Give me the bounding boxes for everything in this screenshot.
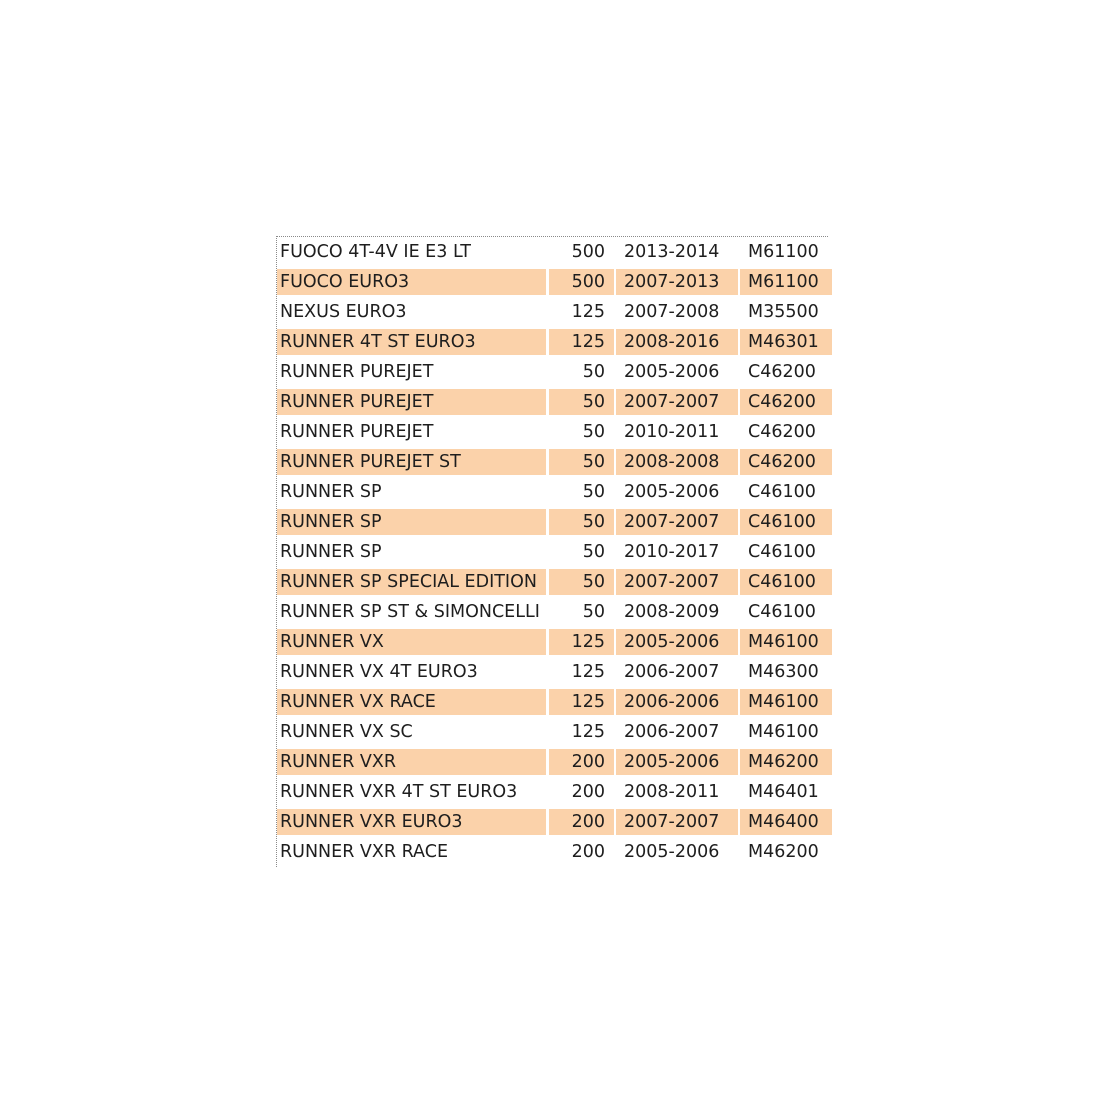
engine-code-cell: M46400 bbox=[740, 807, 832, 837]
displacement-cell: 50 bbox=[549, 417, 616, 447]
year-range-cell: 2008-2008 bbox=[616, 447, 740, 477]
model-name-cell: NEXUS EURO3 bbox=[277, 297, 549, 327]
year-range-cell: 2013-2014 bbox=[616, 237, 740, 267]
year-range-cell: 2005-2006 bbox=[616, 747, 740, 777]
table-row bbox=[277, 657, 832, 687]
model-name-cell: RUNNER PUREJET bbox=[277, 357, 549, 387]
year-range-cell: 2008-2011 bbox=[616, 777, 740, 807]
engine-code-cell: C46200 bbox=[740, 357, 832, 387]
displacement-cell: 125 bbox=[549, 627, 616, 657]
model-name-cell: RUNNER SP bbox=[277, 537, 549, 567]
model-name-cell: RUNNER VXR 4T ST EURO3 bbox=[277, 777, 549, 807]
table-row bbox=[277, 327, 832, 357]
year-range-cell: 2006-2007 bbox=[616, 657, 740, 687]
table-row bbox=[277, 237, 832, 267]
model-name-cell: RUNNER SP bbox=[277, 477, 549, 507]
engine-code-cell: M46100 bbox=[740, 717, 832, 747]
year-range-cell: 2005-2006 bbox=[616, 477, 740, 507]
year-range-cell: 2005-2006 bbox=[616, 357, 740, 387]
table-row bbox=[277, 507, 832, 537]
table-row bbox=[277, 597, 832, 627]
displacement-cell: 125 bbox=[549, 327, 616, 357]
engine-code-cell: M46100 bbox=[740, 687, 832, 717]
year-range-cell: 2006-2006 bbox=[616, 687, 740, 717]
model-name-cell: RUNNER SP bbox=[277, 507, 549, 537]
year-range-cell: 2007-2013 bbox=[616, 267, 740, 297]
model-name-cell: FUOCO 4T-4V IE E3 LT bbox=[277, 237, 549, 267]
displacement-cell: 500 bbox=[549, 237, 616, 267]
displacement-cell: 50 bbox=[549, 447, 616, 477]
year-range-cell: 2007-2008 bbox=[616, 297, 740, 327]
model-name-cell: RUNNER SP ST & SIMONCELLI bbox=[277, 597, 549, 627]
engine-code-cell: C46100 bbox=[740, 567, 832, 597]
table-row bbox=[277, 297, 832, 327]
model-name-cell: RUNNER PUREJET bbox=[277, 417, 549, 447]
displacement-cell: 50 bbox=[549, 567, 616, 597]
table-row bbox=[277, 447, 832, 477]
vehicle-compatibility-table bbox=[276, 236, 828, 867]
engine-code-cell: C46100 bbox=[740, 597, 832, 627]
engine-code-cell: C46200 bbox=[740, 447, 832, 477]
table-row bbox=[277, 387, 832, 417]
table-row bbox=[277, 267, 832, 297]
displacement-cell: 200 bbox=[549, 837, 616, 867]
model-name-cell: RUNNER 4T ST EURO3 bbox=[277, 327, 549, 357]
table-row bbox=[277, 567, 832, 597]
engine-code-cell: M46200 bbox=[740, 837, 832, 867]
displacement-cell: 125 bbox=[549, 717, 616, 747]
table-row bbox=[277, 837, 832, 867]
model-name-cell: FUOCO EURO3 bbox=[277, 267, 549, 297]
displacement-cell: 200 bbox=[549, 777, 616, 807]
engine-code-cell: M61100 bbox=[740, 267, 832, 297]
engine-code-cell: M46200 bbox=[740, 747, 832, 777]
engine-code-cell: C46200 bbox=[740, 417, 832, 447]
table-row bbox=[277, 357, 832, 387]
displacement-cell: 500 bbox=[549, 267, 616, 297]
displacement-cell: 200 bbox=[549, 747, 616, 777]
table-row bbox=[277, 717, 832, 747]
year-range-cell: 2008-2016 bbox=[616, 327, 740, 357]
model-name-cell: RUNNER VX RACE bbox=[277, 687, 549, 717]
engine-code-cell: M46301 bbox=[740, 327, 832, 357]
engine-code-cell: C46100 bbox=[740, 537, 832, 567]
year-range-cell: 2010-2011 bbox=[616, 417, 740, 447]
model-name-cell: RUNNER PUREJET ST bbox=[277, 447, 549, 477]
displacement-cell: 200 bbox=[549, 807, 616, 837]
displacement-cell: 50 bbox=[549, 537, 616, 567]
displacement-cell: 125 bbox=[549, 687, 616, 717]
model-name-cell: RUNNER VX 4T EURO3 bbox=[277, 657, 549, 687]
table-row bbox=[277, 627, 832, 657]
year-range-cell: 2010-2017 bbox=[616, 537, 740, 567]
table-row bbox=[277, 807, 832, 837]
engine-code-cell: C46100 bbox=[740, 477, 832, 507]
displacement-cell: 125 bbox=[549, 657, 616, 687]
year-range-cell: 2007-2007 bbox=[616, 507, 740, 537]
model-name-cell: RUNNER VXR EURO3 bbox=[277, 807, 549, 837]
displacement-cell: 50 bbox=[549, 507, 616, 537]
engine-code-cell: M61100 bbox=[740, 237, 832, 267]
year-range-cell: 2006-2007 bbox=[616, 717, 740, 747]
table-row bbox=[277, 417, 832, 447]
engine-code-cell: M46300 bbox=[740, 657, 832, 687]
table-row bbox=[277, 477, 832, 507]
year-range-cell: 2007-2007 bbox=[616, 387, 740, 417]
displacement-cell: 50 bbox=[549, 477, 616, 507]
displacement-cell: 50 bbox=[549, 387, 616, 417]
engine-code-cell: C46200 bbox=[740, 387, 832, 417]
model-name-cell: RUNNER VX SC bbox=[277, 717, 549, 747]
displacement-cell: 50 bbox=[549, 357, 616, 387]
displacement-cell: 50 bbox=[549, 597, 616, 627]
compatibility-grid bbox=[277, 237, 832, 867]
year-range-cell: 2008-2009 bbox=[616, 597, 740, 627]
engine-code-cell: M46401 bbox=[740, 777, 832, 807]
engine-code-cell: M46100 bbox=[740, 627, 832, 657]
displacement-cell: 125 bbox=[549, 297, 616, 327]
table-row bbox=[277, 537, 832, 567]
year-range-cell: 2005-2006 bbox=[616, 627, 740, 657]
engine-code-cell: C46100 bbox=[740, 507, 832, 537]
table-row bbox=[277, 777, 832, 807]
year-range-cell: 2007-2007 bbox=[616, 567, 740, 597]
table-row bbox=[277, 747, 832, 777]
model-name-cell: RUNNER VXR bbox=[277, 747, 549, 777]
model-name-cell: RUNNER PUREJET bbox=[277, 387, 549, 417]
model-name-cell: RUNNER VXR RACE bbox=[277, 837, 549, 867]
model-name-cell: RUNNER SP SPECIAL EDITION bbox=[277, 567, 549, 597]
table-body bbox=[277, 237, 832, 867]
model-name-cell: RUNNER VX bbox=[277, 627, 549, 657]
engine-code-cell: M35500 bbox=[740, 297, 832, 327]
year-range-cell: 2007-2007 bbox=[616, 807, 740, 837]
year-range-cell: 2005-2006 bbox=[616, 837, 740, 867]
table-row bbox=[277, 687, 832, 717]
